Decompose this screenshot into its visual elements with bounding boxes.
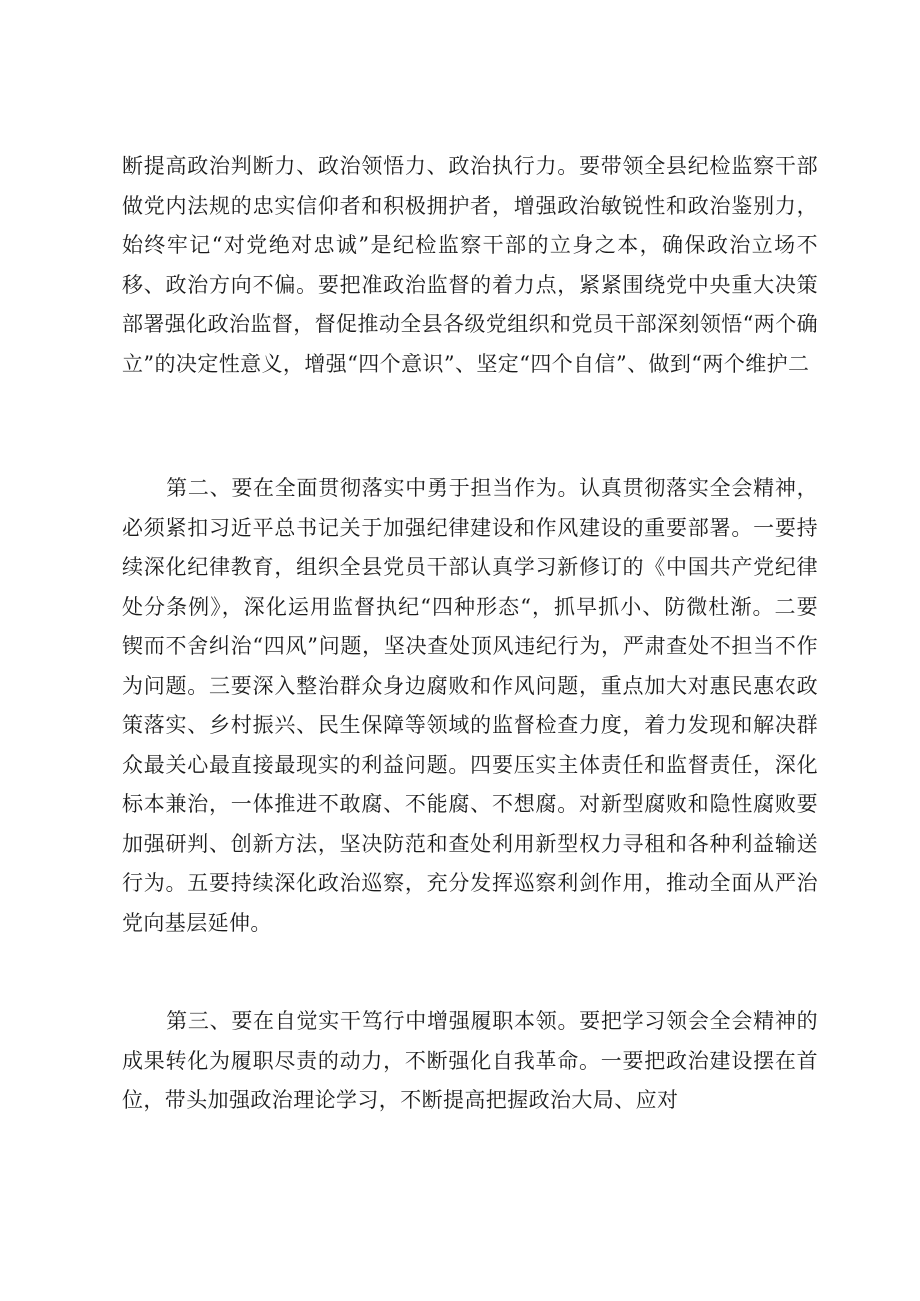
paragraph-section-two bbox=[122, 469, 818, 943]
paragraph-political-judgment: 断提高政治判断力、政治领悟力、政治执行力。要带领全县纪检监察干部做党内法规的忠实信仰者和积极拥护者，增强政治敏锐性和政治鉴别力，始终牢记“对党绝对忠诚”是纪检监察干部的立身之本，确保政治立场不移、政治方向不偏。要把准政治监督的着力点，紧紧围绕党中央重大决策部署强化政治监督，督促推动全县各级党组织和党员干部深刻领悟“两个确立”的决定性意义，增强“四个意识”、坚定“四个自信”、做到“两个维护二 bbox=[122, 154, 818, 376]
paragraph-continued bbox=[122, 147, 818, 384]
paragraph-section-three bbox=[122, 1002, 818, 1121]
paragraph-third-point: 第三、要在自觉实干笃行中增强履职本领。要把学习领会全会精神的成果转化为履职尽责的动力，不断强化自我革命。一要把政治建设摆在首位，带头加强政治理论学习，不断提高把握政治大局、应对 bbox=[122, 1009, 818, 1112]
paragraph-second-point: 第二、要在全面贯彻落实中勇于担当作为。认真贯彻落实全会精神，必须紧扣习近平总书记关于加强纪律建设和作风建设的重要部署。一要持续深化纪律教育，组织全县党员干部认真学习新修订的《中国共产党纪律处分条例》，深化运用监督执纪“四种形态“，抓早抓小、防微杜渐。二要锲而不舍纠治“四风”问题，坚决查处顶风违纪行为，严肃查处不担当不作为问题。三要深入整治群众身边腐败和作风问题，重点加大对惠民惠农政策落实、乡村振兴、民生保障等领域的监督检查力度，着力发现和解决群众最关心最直接最现实的利益问题。四要压实主体责任和监督责任，深化标本兼治，一体推进不敢腐、不能腐、不想腐。对新型腐败和隐性腐败要加强研判、创新方法，坚决防范和查处利用新型权力寻租和各种利益输送行为。五要持续深化政治巡察，充分发挥巡察利剑作用，推动全面从严治党向基层延伸。 bbox=[122, 476, 818, 935]
